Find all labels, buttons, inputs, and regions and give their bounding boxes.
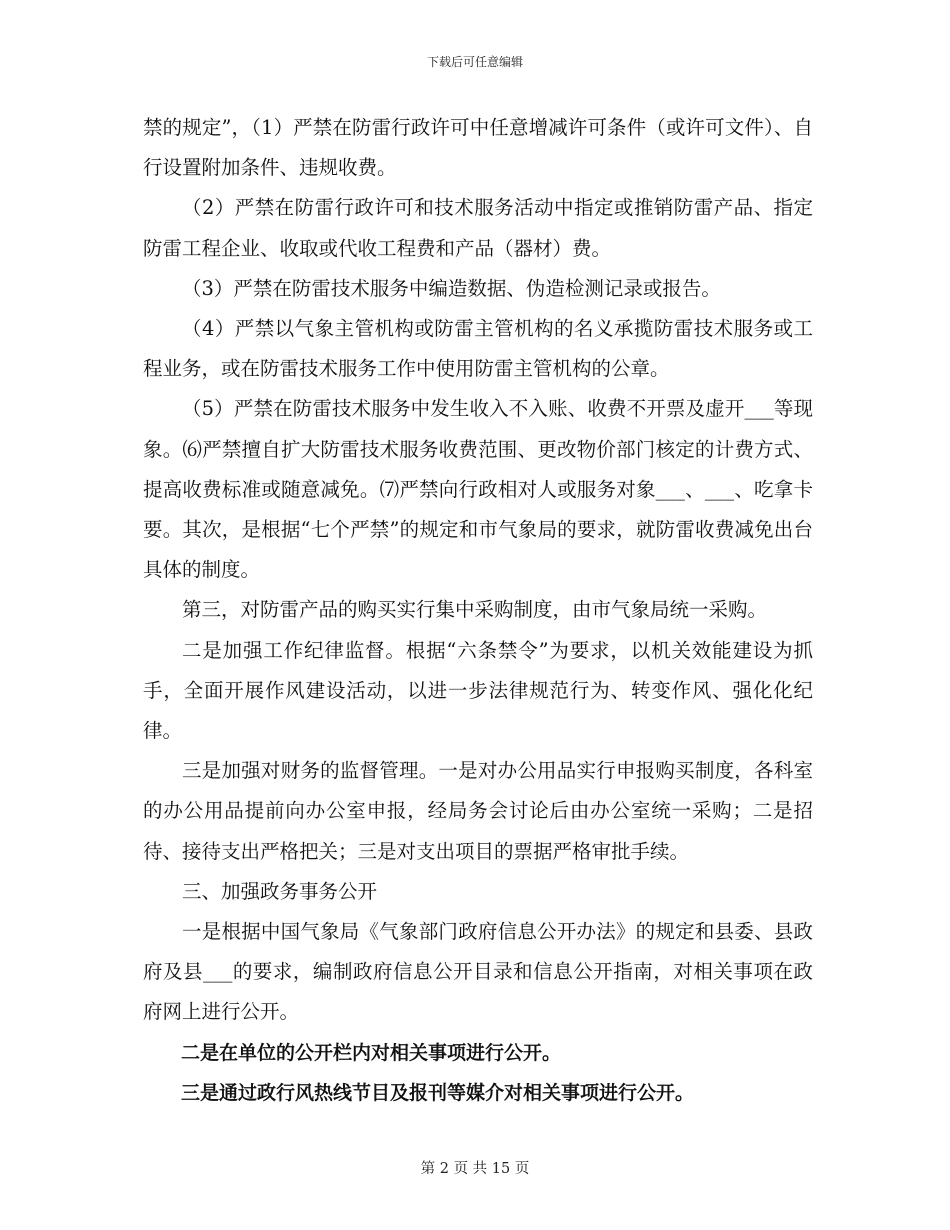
paragraph: 第三，对防雷产品的购买实行集中采购制度，由市气象局统一采购。 [182, 598, 768, 622]
paragraph: （2）严禁在防雷行政许可和技术服务活动中指定或推销防雷产品、指定防雷工程企业、收取或代收工程费和产品（器材）费。 [143, 196, 813, 260]
paragraph: 三是加强对财务的监督管理。一是对办公用品实行申报购买制度，各科室的办公用品提前向办公室申报，经局务会讨论后由办公室统一采购；二是招待、接待支出严格把关；三是对支出项目的票据严格审批手续。 [143, 759, 813, 863]
section-heading: 三、加强政务事务公开 [182, 879, 378, 903]
paragraph: （5）严禁在防雷技术服务中发生收入不入账、收费不开票及虚开___等现象。⑹严禁擅自扩大防雷技术服务收费范围、更改物价部门核定的计费方式、提高收费标准或随意减免。⑺严禁向行政相对人或服务对象___、___、吃拿卡要。其次，是根据“七个严禁”的规定和市气象局的要求，就防雷收费减免出台具体的制度。 [143, 397, 813, 582]
paragraph: 禁的规定”，（1）严禁在防雷行政许可中任意增减许可条件（或许可文件）、自行设置附加条件、违规收费。 [143, 116, 813, 180]
paragraph: （3）严禁在防雷技术服务中编造数据、伪造检测记录或报告。 [182, 276, 721, 300]
page-footer: 第 2 页 共 15 页 [420, 1161, 530, 1177]
bold-paragraph: 三是通过政行风热线节目及报刊等媒介对相关事项进行公开。 [181, 1081, 695, 1104]
paragraph: 一是根据中国气象局《气象部门政府信息公开办法》的规定和县委、县政府及县___的要求，编制政府信息公开目录和信息公开指南，对相关事项在政府网上进行公开。 [143, 920, 813, 1024]
paragraph: 二是加强工作纪律监督。根据“六条禁令”为要求，以机关效能建设为抓手，全面开展作风建设活动，以进一步法律规范行为、转变作风、强化化纪律。 [143, 638, 813, 743]
page-header: 下载后可任意编辑 [426, 55, 523, 69]
bold-paragraph: 二是在单位的公开栏内对相关事项进行公开。 [181, 1041, 562, 1064]
document-body [143, 108, 813, 1113]
paragraph: （4）严禁以气象主管机构或防雷主管机构的名义承揽防雷技术服务或工程业务，或在防雷技术服务工作中使用防雷主管机构的公章。 [143, 317, 813, 381]
